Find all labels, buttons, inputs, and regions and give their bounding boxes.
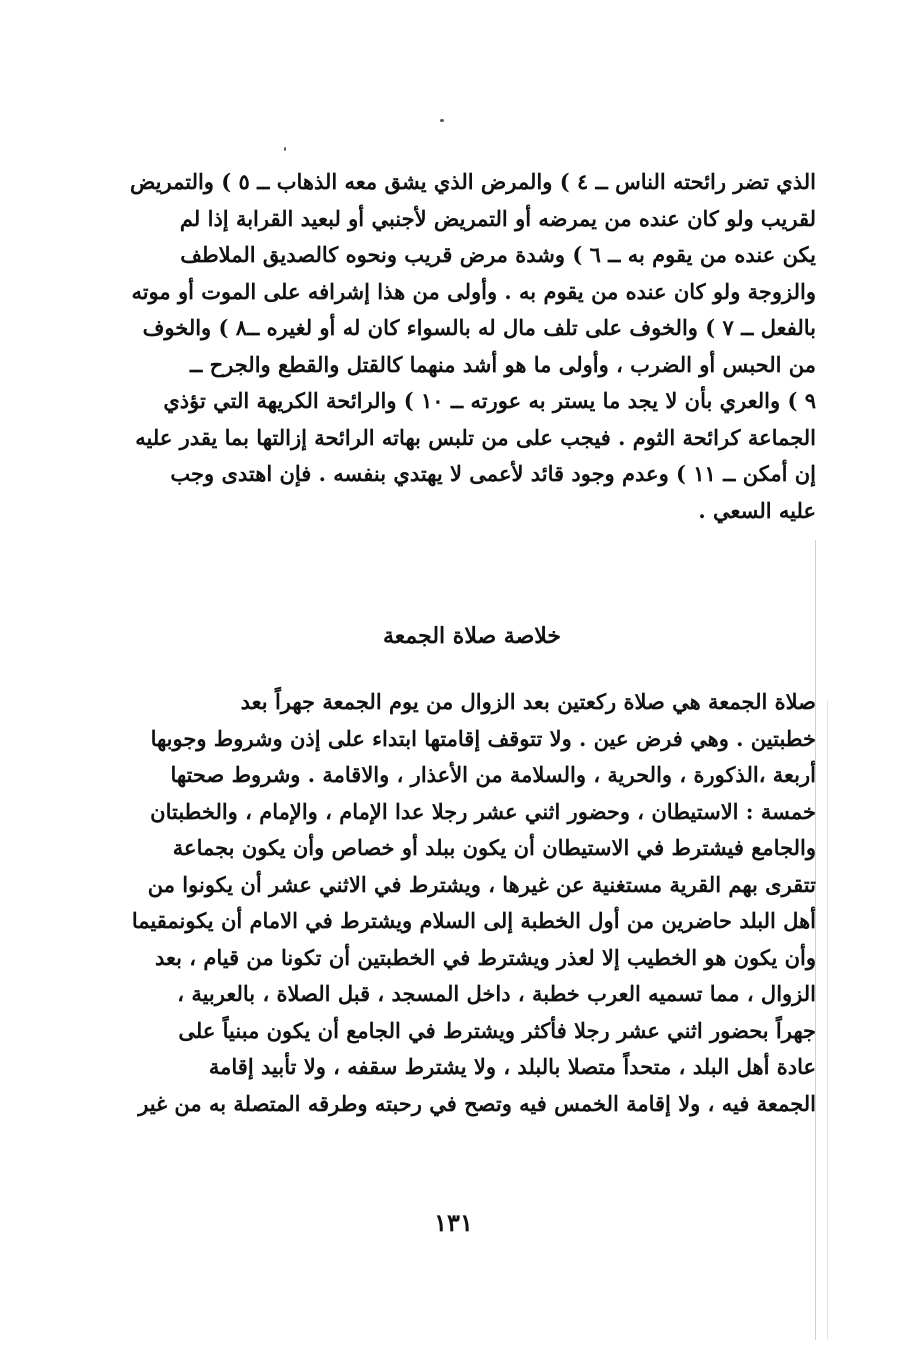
text-line: لقريب ولو كان عنده من يمرضه أو التمريض لأجنبي أو لبعيد القرابة إذا لم	[179, 205, 816, 231]
paragraph-top	[128, 164, 816, 529]
text-line: الذي تضر رائحته الناس ــ ٤ ) والمرض الذي يشق معه الذهاب ــ ٥ ) والتمريض	[129, 169, 816, 194]
text-line: الجمعة فيه ، ولا إقامة الخمس فيه وتصح في رحبته وطرقه المتصلة به من غير	[138, 1090, 816, 1116]
text-line: خمسة : الاستيطان ، وحضور اثني عشر رجلا عدا الإمام ، والإمام ، والخطبتان	[150, 798, 816, 824]
text-line: صلاة الجمعة هي صلاة ركعتين بعد الزوال من يوم الجمعة جهراً بعد	[240, 689, 816, 714]
ink-speck	[284, 147, 286, 151]
text-line: الزوال ، مما تسميه العرب خطبة ، داخل المسجد ، قبل الصلاة ، بالعربية ،	[177, 981, 816, 1006]
text-line: تتقرى بهم القرية مستغنية عن غيرها ، ويشترط في الاثني عشر أن يكونوا من	[147, 871, 816, 897]
text-line: والزوجة ولو كان عنده من يقوم به . وأولى من هذا إشرافه على الموت أو موته	[131, 278, 816, 304]
ink-speck	[440, 119, 444, 122]
text-line: الجماعة كرائحة الثوم . فيجب على من تلبس بهاته الرائحة إزالتها بما يقدر عليه	[135, 424, 816, 450]
text-line: عادة أهل البلد ، متحداً متصلا بالبلد ، ولا يشترط سقفه ، ولا تأبيد إقامة	[208, 1054, 816, 1079]
paragraph-bottom	[128, 684, 816, 1122]
text-line: إن أمكن ــ ١١ ) وعدم وجود قائد لأعمى لا يهتدي بنفسه . فإن اهتدى وجب	[170, 461, 816, 486]
text-line: أربعة ،الذكورة ، والحرية ، والسلامة من الأعذار ، والاقامة . وشروط صحتها	[170, 762, 816, 787]
page-number: ١٣١	[434, 1208, 473, 1237]
page-edge-line-inner	[827, 700, 828, 1340]
text-line: والجامع فيشترط في الاستيطان أن يكون ببلد أو خصاص وأن يكون بجماعة	[172, 835, 816, 860]
text-line: بالفعل ــ ٧ ) والخوف على تلف مال له بالسواء كان له أو لغيره ــ٨ ) والخوف	[142, 315, 816, 340]
text-line: من الحبس أو الضرب ، وأولى ما هو أشد منهما كالقتل والقطع والجرح ــ	[189, 351, 816, 377]
text-line: وأن يكون هو الخطيب إلا لعذر ويشترط في الخطبتين أن تكونا من قيام ، بعد	[154, 944, 816, 970]
text-line: عليه السعي .	[698, 497, 816, 523]
text-line: خطبتين . وهي فرض عين . ولا تتوقف إقامتها ابتداء على إذن وشروط وجوبها	[150, 725, 816, 751]
text-line: ٩ ) والعري بأن لا يجد ما يستر به عورته ــ ١٠ ) والرائحة الكريهة التي تؤذي	[163, 388, 816, 413]
text-line: يكن عنده من يقوم به ــ ٦ ) وشدة مرض قريب ونحوه كالصديق الملاطف	[180, 242, 816, 267]
section-heading: خلاصة صلاة الجمعة	[383, 623, 561, 649]
text-line: أهل البلد حاضرين من أول الخطبة إلى السلام ويشترط في الامام أن يكونمقيما	[131, 908, 816, 933]
text-line: جهراً بحضور اثني عشر رجلا فأكثر ويشترط في الجامع أن يكون مبنياً على	[178, 1017, 816, 1043]
